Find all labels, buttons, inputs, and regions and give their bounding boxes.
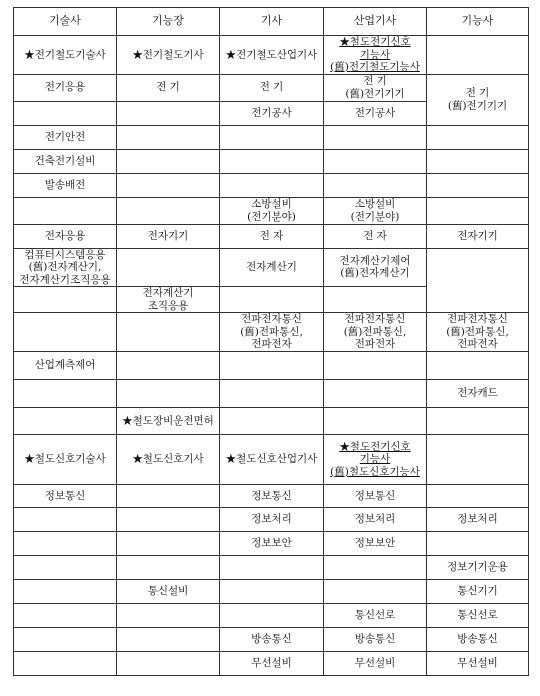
table-cell: [14, 173, 117, 197]
table-cell: [324, 101, 427, 125]
column-header: 기능장: [117, 8, 220, 36]
table-cell: [220, 287, 324, 313]
cell-text: ★전기철도기술사: [24, 48, 106, 61]
table-cell: [117, 628, 220, 652]
cell-text: ★철도전기신호: [339, 36, 411, 48]
table-cell: [427, 224, 529, 248]
table-cell: [14, 652, 117, 676]
table-cell: [324, 604, 427, 628]
table-cell: [14, 352, 117, 380]
table-cell: [14, 556, 117, 580]
cell-text: (舊)전자계산기: [340, 267, 410, 280]
table-cell: [324, 532, 427, 556]
cell-text: 조직응용: [147, 299, 189, 312]
cell-text: 전자계산기조직응용: [19, 273, 111, 286]
table-cell: [14, 224, 117, 248]
table-cell: [14, 408, 117, 435]
table-cell: [427, 408, 529, 435]
header-row: [14, 8, 529, 36]
table-cell: [220, 36, 324, 75]
table-cell: [324, 36, 427, 75]
table-cell: [427, 173, 529, 197]
table-cell: [117, 580, 220, 604]
table-cell: [117, 532, 220, 556]
table-cell: [14, 149, 117, 173]
table-cell: [324, 248, 427, 287]
cell-text: 기능사: [359, 453, 391, 466]
table-cell: [220, 149, 324, 173]
table-cell: [324, 580, 427, 604]
table-cell: [220, 508, 324, 532]
table-cell: [324, 149, 427, 173]
table-cell: [117, 380, 220, 408]
table-cell: [427, 149, 529, 173]
cell-text: (舊)철도신호기능사: [330, 465, 420, 478]
cell-text: (舊)전기기기: [447, 99, 508, 112]
table-cell: [427, 485, 529, 508]
table-cell: [220, 380, 324, 408]
cell-text: 건축전기설비: [34, 154, 96, 167]
column-header: 산업기사: [324, 8, 427, 36]
table-cell: [324, 197, 427, 224]
table-cell: [14, 628, 117, 652]
cell-text: 전 기: [259, 81, 284, 94]
table-cell: [324, 352, 427, 380]
table-cell: [220, 435, 324, 485]
cell-text: 전 기: [465, 87, 490, 99]
table-cell: [220, 101, 324, 125]
cell-text: 정보처리: [354, 513, 396, 526]
table-cell: [117, 408, 220, 435]
cell-text: 통신선로: [457, 609, 498, 622]
table-cell: [14, 74, 117, 101]
table-row: [14, 248, 529, 287]
table-row: [14, 485, 529, 508]
table-row: [14, 173, 529, 197]
table-cell: [324, 173, 427, 197]
table-cell: [14, 532, 117, 556]
table-cell: [117, 556, 220, 580]
cell-text: 정보통신: [354, 489, 396, 502]
table-row: [14, 604, 529, 628]
cell-text: 정보보안: [354, 537, 396, 550]
table-cell: [220, 125, 324, 149]
table-cell: [117, 508, 220, 532]
table-cell: [427, 74, 529, 125]
table-row: [14, 197, 529, 224]
cell-text: 정보기기운용: [447, 561, 508, 574]
table-cell: [117, 149, 220, 173]
table-cell: [324, 74, 427, 101]
cell-text: 전자기기: [147, 229, 189, 242]
cell-text: 전자계산기제어: [339, 254, 411, 267]
cell-text: 무선설비: [457, 657, 498, 670]
cell-text: 전파전자통신: [447, 313, 508, 326]
cell-text: ★철도장비운전면허: [122, 414, 214, 427]
cell-text: (舊)전파통신,: [240, 325, 303, 338]
column-header: 기술사: [14, 8, 117, 36]
table-cell: [324, 313, 427, 352]
table-cell: [220, 580, 324, 604]
table-cell: [427, 628, 529, 652]
cell-text: 전기공사: [251, 106, 292, 119]
table-cell: [427, 580, 529, 604]
table-cell: [117, 652, 220, 676]
table-cell: [14, 313, 117, 352]
table-cell: [14, 580, 117, 604]
cell-text: 산업계측제어: [34, 359, 96, 372]
cell-text: 방송통신: [457, 633, 498, 646]
table-cell: [117, 313, 220, 352]
cell-text: (전기분야): [350, 210, 400, 223]
cell-text: ★전기철도기사: [132, 48, 204, 61]
cell-text: 발송배전: [44, 178, 86, 191]
table-cell: [117, 248, 220, 287]
cell-text: ★전기철도산업기사: [225, 48, 318, 61]
table-cell: [117, 435, 220, 485]
table-cell: [427, 532, 529, 556]
table-cell: [220, 485, 324, 508]
table-cell: [324, 125, 427, 149]
cell-text: 전기공사: [354, 106, 396, 119]
cell-text: (舊)전파통신,: [343, 325, 407, 338]
cell-text: 전 자: [363, 229, 387, 242]
cell-text: 소방설비: [354, 198, 396, 210]
cell-text: (舊)전파통신,: [446, 325, 509, 338]
cell-text: 전파전자통신: [344, 313, 406, 326]
table-cell: [14, 36, 117, 75]
cell-text: 컴퓨터시스템응용: [24, 248, 106, 261]
table-cell: [14, 485, 117, 508]
table-cell: [427, 197, 529, 224]
cell-text: 전기안전: [44, 130, 86, 143]
cell-text: 통신설비: [147, 585, 189, 598]
cell-text: 전 기: [363, 75, 387, 87]
cell-text: ★철도신호기술사: [24, 453, 106, 466]
table-row: [14, 36, 529, 75]
table-cell: [324, 508, 427, 532]
cell-text: (舊)전자계산기,: [28, 261, 102, 273]
table-cell: [117, 352, 220, 380]
table-cell: [324, 485, 427, 508]
table-cell: [220, 173, 324, 197]
table-cell: [324, 408, 427, 435]
table-cell: [220, 313, 324, 352]
column-header: 기능사: [427, 8, 529, 36]
table-cell: [220, 408, 324, 435]
cell-text: 무선설비: [251, 657, 292, 670]
column-header: 기사: [220, 8, 324, 36]
cell-text: 전 자: [259, 229, 284, 242]
cell-text: 정보통신: [44, 489, 86, 502]
table-row: [14, 580, 529, 604]
table-cell: [117, 224, 220, 248]
cell-text: ★철도신호산업기사: [225, 453, 318, 466]
table-row: [14, 125, 529, 149]
table-cell: [427, 556, 529, 580]
cell-text: 전파전자: [354, 338, 396, 351]
cell-text: 기능사: [359, 48, 391, 61]
cell-text: 전자응용: [44, 229, 86, 242]
table-cell: [117, 101, 220, 125]
table-row: [14, 556, 529, 580]
table-cell: [427, 652, 529, 676]
table-cell: [220, 532, 324, 556]
cell-text: 정보처리: [251, 513, 292, 526]
cell-text: (舊)전기기기: [345, 87, 405, 100]
table-cell: [427, 125, 529, 149]
table-cell: [117, 125, 220, 149]
table-row: [14, 508, 529, 532]
table-cell: [14, 435, 117, 485]
table-cell: [220, 224, 324, 248]
table-cell: [14, 101, 117, 125]
cell-text: 정보통신: [251, 489, 292, 502]
cell-text: 전파전자통신: [241, 313, 302, 326]
table-row: [14, 149, 529, 173]
cell-text: 전자캐드: [457, 387, 498, 400]
table-cell: [324, 628, 427, 652]
table-cell: [324, 652, 427, 676]
table-cell: [427, 435, 529, 485]
cell-text: 전파전자: [251, 338, 292, 351]
table-cell: [117, 604, 220, 628]
table-cell: [427, 380, 529, 408]
cell-text: (舊)전기철도기능사: [330, 61, 420, 73]
qualification-table: [13, 7, 529, 676]
table-cell: [14, 125, 117, 149]
table-body: [14, 36, 529, 676]
table-row: [14, 352, 529, 380]
table-cell: [117, 173, 220, 197]
table-cell: [427, 352, 529, 380]
table-row: [14, 408, 529, 435]
table-cell: [220, 74, 324, 101]
table-cell: [324, 287, 427, 313]
table-cell: [14, 197, 117, 224]
cell-text: ★철도신호기사: [132, 453, 204, 466]
table-cell: [220, 248, 324, 287]
table-cell: [14, 380, 117, 408]
table-row: [14, 628, 529, 652]
table-cell: [427, 36, 529, 75]
table-cell: [117, 485, 220, 508]
cell-text: 전 기: [156, 81, 180, 94]
cell-text: 전자계산기: [142, 287, 194, 299]
cell-text: 무선설비: [354, 657, 396, 670]
table-cell: [14, 248, 117, 287]
cell-text: (전기분야): [247, 210, 296, 223]
table-cell: [220, 352, 324, 380]
table-cell: [220, 604, 324, 628]
table-cell: [220, 556, 324, 580]
table-cell: [117, 74, 220, 101]
cell-text: 통신기기: [457, 585, 498, 598]
cell-text: 통신선로: [354, 609, 396, 622]
table-cell: [14, 604, 117, 628]
cell-text: 정보보안: [251, 537, 292, 550]
cell-text: 전파전자: [457, 338, 498, 351]
cell-text: 전자기기: [457, 229, 498, 242]
cell-text: ★철도전기신호: [339, 440, 411, 453]
table-cell: [324, 380, 427, 408]
table-cell: [117, 287, 220, 313]
table-row: [14, 652, 529, 676]
table-row: [14, 380, 529, 408]
table-row: [14, 74, 529, 101]
table-cell: [324, 435, 427, 485]
table-cell: [427, 604, 529, 628]
table-row: [14, 313, 529, 352]
table-cell: [14, 508, 117, 532]
table-cell: [220, 652, 324, 676]
table-cell: [117, 197, 220, 224]
cell-text: 전기응용: [44, 81, 86, 94]
table-row: [14, 224, 529, 248]
cell-text: 소방설비: [251, 198, 292, 210]
table-cell: [220, 628, 324, 652]
table-cell: [14, 287, 117, 313]
cell-text: 방송통신: [251, 633, 292, 646]
table-cell: [324, 556, 427, 580]
table-cell: [117, 36, 220, 75]
table-cell: [427, 508, 529, 532]
cell-text: 전자계산기: [246, 261, 297, 273]
table-row: [14, 435, 529, 485]
table-cell: [427, 313, 529, 352]
table-cell: [324, 224, 427, 248]
table-cell: [220, 197, 324, 224]
cell-text: 방송통신: [354, 633, 396, 646]
table-row: [14, 532, 529, 556]
table-cell: [427, 248, 529, 313]
cell-text: 정보처리: [457, 513, 498, 526]
